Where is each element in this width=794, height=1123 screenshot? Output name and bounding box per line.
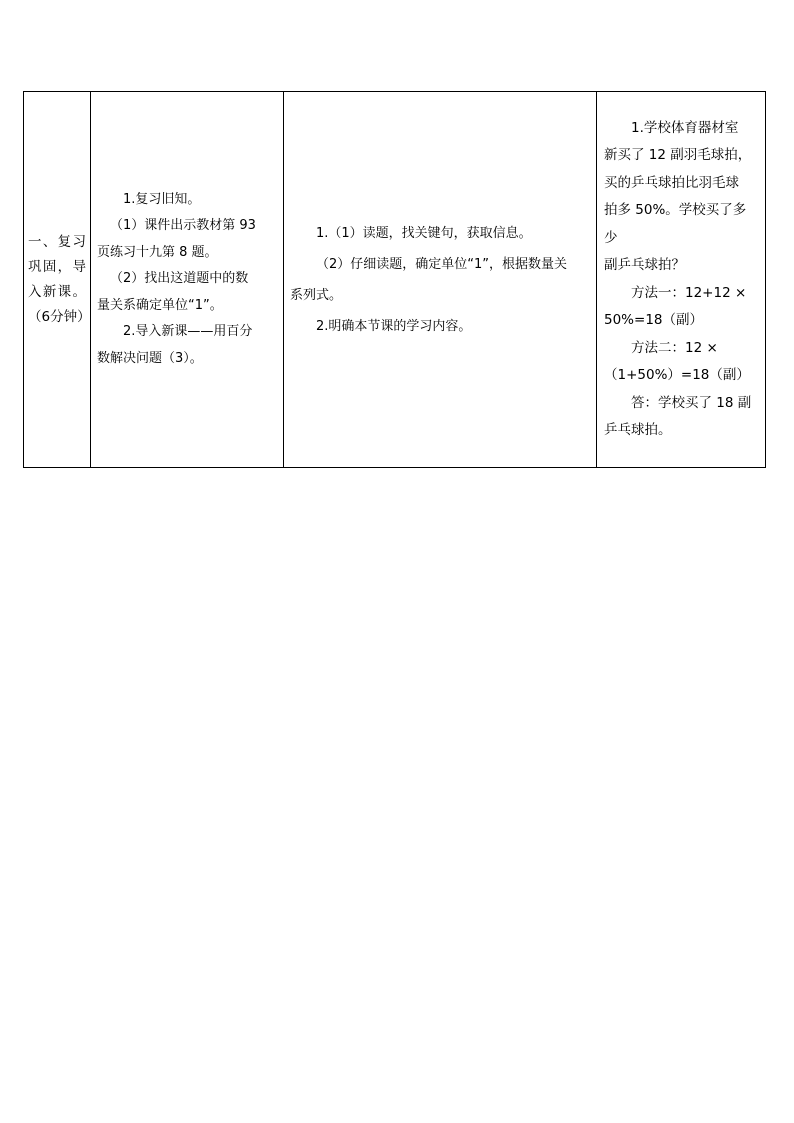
teacher-item: 量关系确定单位“1”。 [97, 297, 223, 313]
student-activity-cell [284, 92, 597, 468]
stage-cell [24, 92, 91, 468]
method-one: 方法一：12+12 × [631, 284, 747, 301]
teacher-item: （2）找出这道题中的数 [110, 271, 249, 287]
content-cell [597, 92, 766, 468]
stage-line: 入新课。 [28, 283, 86, 300]
stage-line: 巩固，导 [28, 258, 86, 275]
method-two: 方法二：12 × [631, 339, 718, 356]
teacher-item: 页练习十九第 8 题。 [97, 244, 218, 260]
student-item: 系列式。 [290, 287, 343, 303]
teacher-item: 1.复习旧知。 [123, 191, 201, 207]
teacher-item: 数解决问题（3）。 [97, 350, 203, 366]
student-item: 1.（1）读题，找关键句，获取信息。 [316, 225, 532, 241]
method-one-result: 50%=18（副） [604, 312, 703, 328]
stage-duration: （6分钟） [28, 308, 91, 325]
answer-line: 答：学校买了 18 副 [631, 394, 752, 411]
problem-line: 拍多 50%。学校买了多少 [604, 202, 747, 246]
student-item: （2）仔细读题，确定单位“1”，根据数量关 [316, 256, 568, 272]
problem-line: 新买了 12 副羽毛球拍， [604, 147, 752, 163]
teacher-item: 2.导入新课——用百分 [123, 324, 253, 340]
teacher-item: （1）课件出示教材第 93 [110, 218, 256, 234]
student-item: 2.明确本节课的学习内容。 [316, 318, 472, 334]
problem-line: 买的乒乓球拍比羽毛球 [604, 174, 739, 191]
table-row [24, 92, 766, 468]
teacher-activity-cell [91, 92, 284, 468]
lesson-plan-table [23, 91, 766, 468]
answer-line: 乒乓球拍。 [604, 422, 672, 438]
stage-line: 一、复习 [28, 233, 86, 250]
problem-line: 副乒乓球拍？ [604, 257, 685, 273]
method-two-result: （1+50%）=18（副） [604, 367, 750, 383]
problem-line: 1.学校体育器材室 [631, 119, 739, 136]
